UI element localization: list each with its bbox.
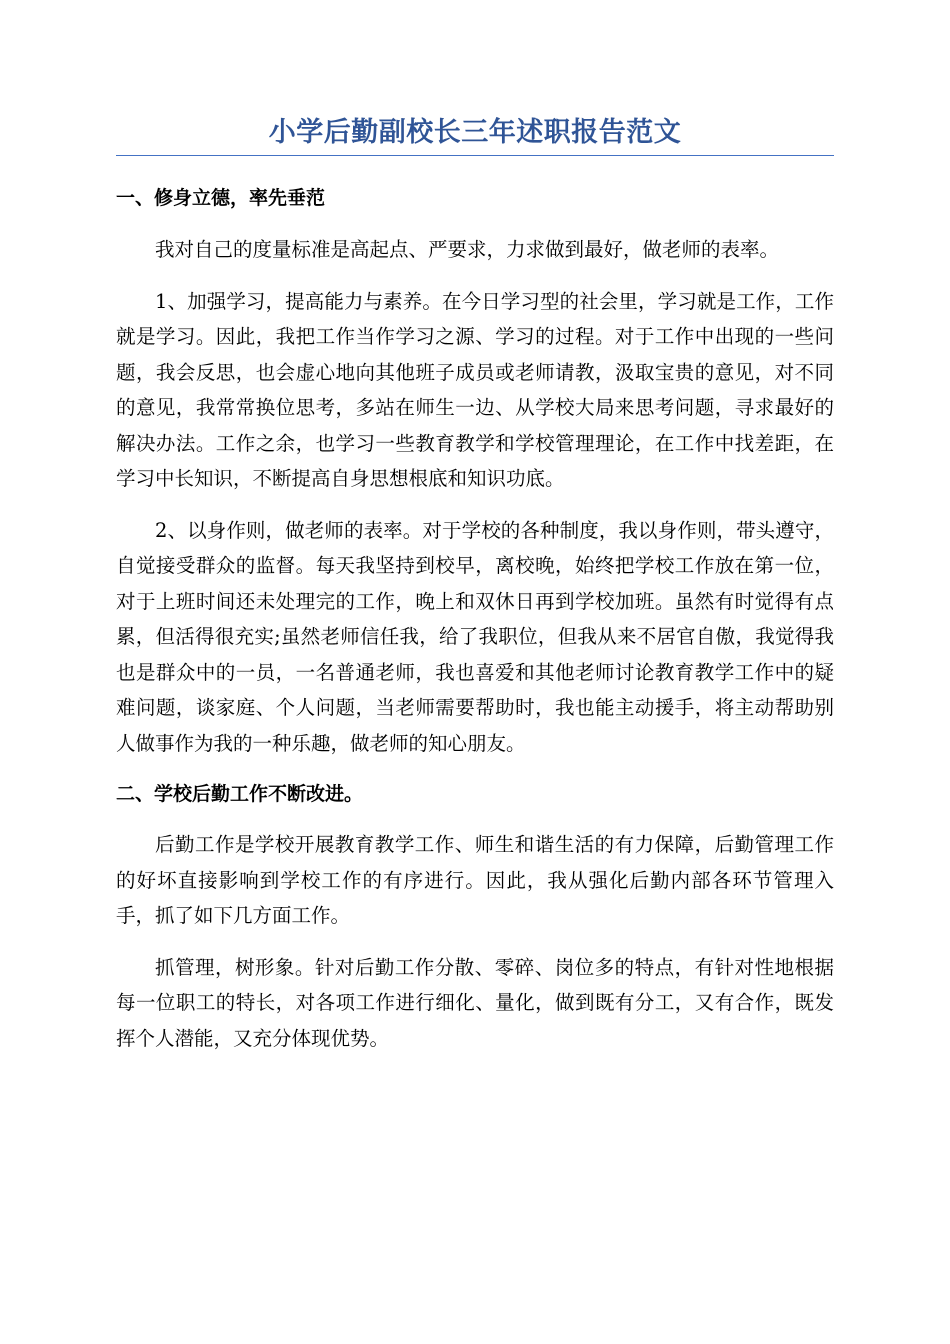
paragraph: 我对自己的度量标准是高起点、严要求，力求做到最好，做老师的表率。 xyxy=(155,238,780,261)
document-title: 小学后勤副校长三年述职报告范文 xyxy=(268,117,682,148)
paragraph: 1、加强学习，提高能力与素养。在今日学习型的社会里，学习就是工作，工作就是学习。因此，我把工作当作学习之源、学习的过程。对于工作中出现的一些问题，我会反思，也会虚心地向其他班子成员或老师请教，汲取宝贵的意见，对不同的意见，我常常换位思考，多站在师生一边、从学校大局来思考问题，寻求最好的解决办法。工作之余，也学习一些教育教学和学校管理理论，在工作中找差距，在学习中长知识，不断提高自身思想根底和知识功底。 xyxy=(116,289,834,490)
section-heading-2: 二、学校后勤工作不断改进。 xyxy=(116,783,364,805)
paragraph: 后勤工作是学校开展教育教学工作、师生和谐生活的有力保障，后勤管理工作的好坏直接影响到学校工作的有序进行。因此，我从强化后勤内部各环节管理入手，抓了如下几方面工作。 xyxy=(116,833,834,927)
section-heading-1: 一、修身立德，率先垂范 xyxy=(116,187,326,209)
title-underline xyxy=(116,155,834,156)
paragraph: 抓管理，树形象。针对后勤工作分散、零碎、岗位多的特点，有针对性地根据每一位职工的特长，对各项工作进行细化、量化，做到既有分工，又有合作，既发挥个人潜能，又充分体现优势。 xyxy=(116,955,834,1050)
paragraph: 2、以身作则，做老师的表率。对于学校的各种制度，我以身作则，带头遵守，自觉接受群众的监督。每天我坚持到校早，离校晚，始终把学校工作放在第一位，对于上班时间还未处理完的工作，晚上和双休日再到学校加班。虽然有时觉得有点累，但活得很充实;虽然老师信任我，给了我职位，但我从来不居官自傲，我觉得我也是群众中的一员，一名普通老师，我也喜爱和其他老师讨论教育教学工作中的疑难问题，谈家庭、个人问题，当老师需要帮助时，我也能主动援手，将主动帮助别人做事作为我的一种乐趣，做老师的知心朋友。 xyxy=(116,518,834,755)
document-page xyxy=(116,0,834,1056)
